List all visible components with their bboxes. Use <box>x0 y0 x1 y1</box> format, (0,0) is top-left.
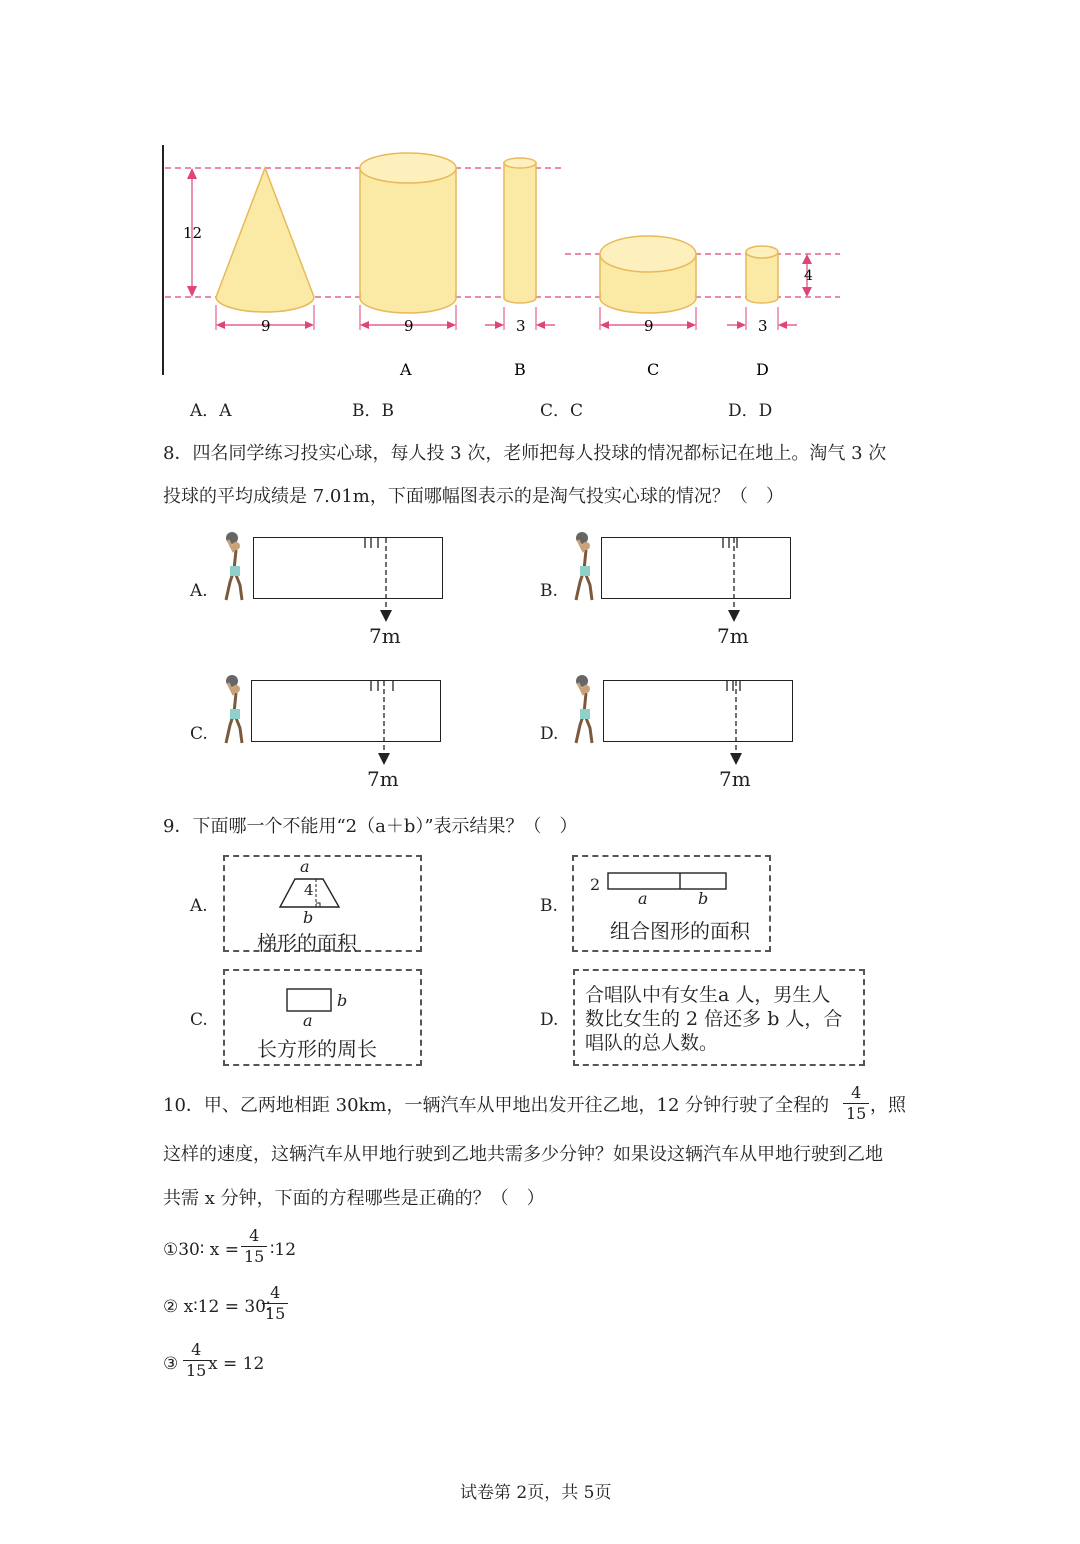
q9-d-line1: 合唱队中有女生a 人，男生人 <box>585 984 831 1006</box>
q9-c-b-label: b <box>337 991 348 1010</box>
q8-a-distance-label: 7m <box>369 624 401 648</box>
q7-option-d[interactable]: D．D <box>728 401 773 421</box>
q9-b-two-label: 2 <box>590 875 601 894</box>
thrower-icon <box>220 530 252 602</box>
q10-eq1-den: 15 <box>241 1246 267 1265</box>
q8-text-line1: 8．四名同学练习投实心球，每人投 3 次，老师把每人投球的情况都标记在地上。淘气 3 次 <box>163 443 887 464</box>
q10-text-line1: 10．甲、乙两地相距 30km，一辆汽车从甲地出发开往乙地，12 分钟行驶了全程的 <box>163 1095 830 1116</box>
shape-label-d: D <box>756 360 769 379</box>
q8-option-a-figure[interactable] <box>185 530 465 650</box>
d-diameter-label: 3 <box>758 317 768 335</box>
q9-option-b-box[interactable] <box>572 855 771 952</box>
thrower-icon <box>570 673 602 745</box>
q8-b-distance-label: 7m <box>717 624 749 648</box>
shape-label-b: B <box>514 360 526 379</box>
q10-fraction <box>843 1085 869 1122</box>
q9-b-b-label: b <box>698 889 709 908</box>
combined-rectangle-shape <box>606 871 731 893</box>
q9-option-a-box[interactable] <box>223 855 422 955</box>
q10-eq3-post: x = 12 <box>208 1354 265 1374</box>
q8-option-b-label: B. <box>540 581 558 601</box>
thrower-icon <box>220 673 252 745</box>
q9-b-a-label: a <box>638 889 648 908</box>
q10-eq1-num: 4 <box>249 1226 260 1245</box>
q9-a-height-label: 4 <box>304 881 314 899</box>
q9-d-line3: 唱队的总人数。 <box>585 1032 719 1054</box>
q10-eq2-num: 4 <box>270 1283 281 1302</box>
q9-a-bottom-label: b <box>303 908 314 927</box>
a-diameter-label: 9 <box>404 317 414 335</box>
q10-eq3-fraction <box>183 1342 209 1379</box>
q10-eq2-pre[interactable]: ② x∶12 = 30∶ <box>163 1297 271 1317</box>
q10-text-line3: 共需 x 分钟，下面的方程哪些是正确的？（ ） <box>163 1188 545 1209</box>
q10-text-line1-end: ，照 <box>870 1095 906 1116</box>
solid-shapes-diagram <box>150 135 850 385</box>
q9-option-c-label[interactable]: C. <box>190 1010 208 1030</box>
shape-label-c: C <box>647 360 660 379</box>
q8-option-d-label: D. <box>540 724 559 744</box>
thrower-icon <box>570 530 602 602</box>
cone-height-label: 12 <box>183 224 203 242</box>
q8-c-distance-label: 7m <box>367 767 399 791</box>
q10-eq2-den: 15 <box>262 1303 288 1322</box>
q9-d-line2: 数比女生的 2 倍还多 b 人，合 <box>585 1008 843 1030</box>
c-diameter-label: 9 <box>644 317 654 335</box>
b-diameter-label: 3 <box>516 317 526 335</box>
q8-text-line2: 投球的平均成绩是 7.01m，下面哪幅图表示的是淘气投实心球的情况？（ ） <box>163 486 784 507</box>
cylinder-b-shape <box>504 158 536 303</box>
q10-eq1-fraction <box>241 1228 267 1265</box>
q8-d-distance-label: 7m <box>719 767 751 791</box>
q9-c-caption: 长方形的周长 <box>257 1037 377 1061</box>
q9-option-c-box[interactable] <box>223 969 422 1066</box>
q8-option-c-figure[interactable] <box>185 673 465 793</box>
page-footer: 试卷第 2页，共 5页 <box>460 1483 612 1503</box>
q7-figure <box>150 135 850 385</box>
q10-eq1-post: ∶12 <box>270 1240 297 1260</box>
q9-text-line1: 9．下面哪一个不能用“2（a＋b）”表示结果？（ ） <box>163 816 578 837</box>
q9-option-b-label[interactable]: B. <box>540 896 558 916</box>
q10-eq2-fraction <box>262 1285 288 1322</box>
q9-a-caption: 梯形的面积 <box>257 931 357 955</box>
q8-option-b-figure[interactable] <box>535 530 815 650</box>
q9-b-caption: 组合图形的面积 <box>610 919 750 943</box>
q9-a-top-label: a <box>300 857 310 876</box>
q10-eq3-den: 15 <box>183 1360 209 1379</box>
q10-eq3-num: 4 <box>191 1340 202 1359</box>
cylinder-d-shape <box>746 246 778 303</box>
q10-text-line2: 这样的速度，这辆汽车从甲地行驶到乙地共需多少分钟？如果设这辆汽车从甲地行驶到乙地 <box>163 1144 883 1165</box>
cone-diameter-label: 9 <box>261 317 271 335</box>
q9-option-d-label[interactable]: D. <box>540 1010 559 1030</box>
q9-option-d-box[interactable] <box>573 969 865 1066</box>
d-height-label: 4 <box>804 268 813 284</box>
q9-option-a-label[interactable]: A. <box>190 896 208 916</box>
trapezoid-shape <box>275 861 355 921</box>
q7-option-c[interactable]: C．C <box>540 401 584 421</box>
q9-c-a-label: a <box>303 1011 313 1030</box>
q7-option-a[interactable]: A．A <box>190 401 232 421</box>
q8-option-a-label: A. <box>190 581 208 601</box>
shape-label-a: A <box>400 360 412 379</box>
cylinder-a-shape <box>360 153 456 313</box>
cone-shape <box>216 168 314 312</box>
q7-option-b[interactable]: B．B <box>352 401 394 421</box>
cylinder-c-shape <box>600 236 696 313</box>
q8-option-c-label: C. <box>190 724 208 744</box>
q10-eq3-pre[interactable]: ③ <box>163 1354 179 1374</box>
q10-fraction-num: 4 <box>851 1083 862 1102</box>
q10-fraction-den: 15 <box>843 1103 869 1122</box>
q8-option-d-figure[interactable] <box>535 673 815 793</box>
q10-eq1-pre[interactable]: ①30∶ x = <box>163 1240 239 1260</box>
